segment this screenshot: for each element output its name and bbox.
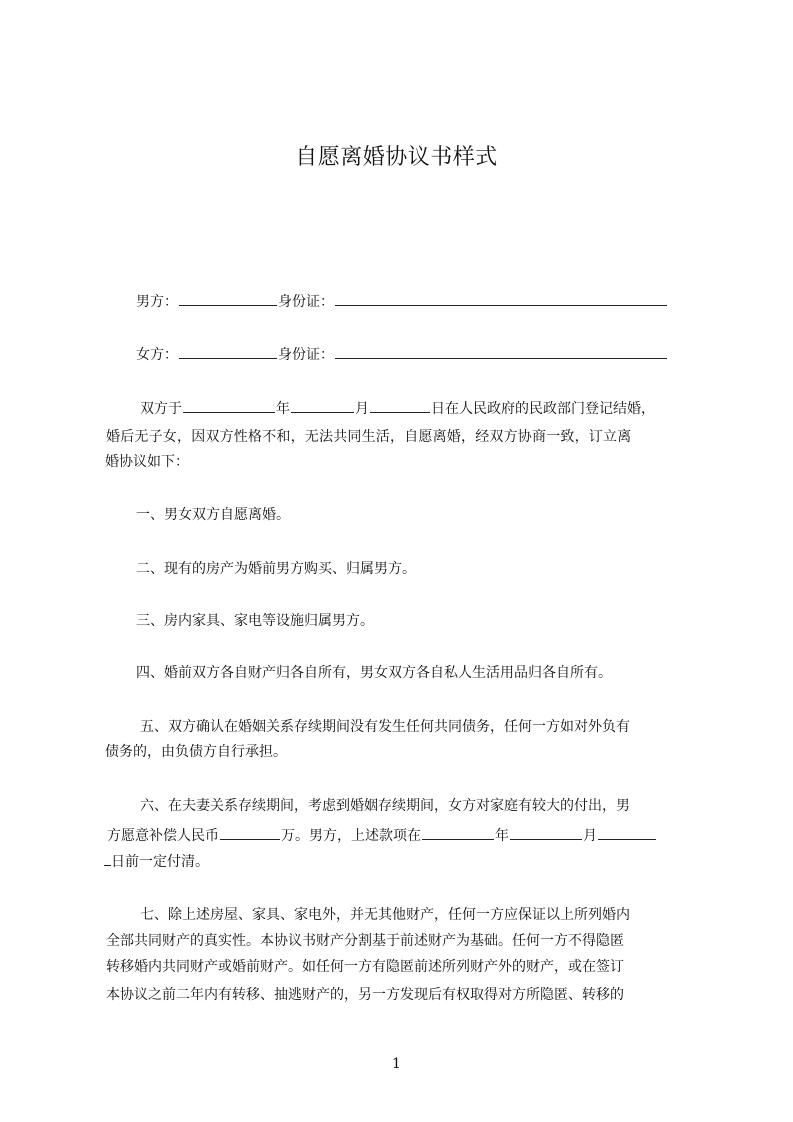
intro-text: 双方于 <box>140 401 182 417</box>
intro-line-1 <box>140 397 740 419</box>
male-id-blank[interactable] <box>335 290 667 306</box>
female-id-label: 身份证： <box>278 347 334 363</box>
compensation-amount-blank[interactable] <box>220 824 280 840</box>
payment-day-blank[interactable] <box>598 824 656 840</box>
document-title: 自愿离婚协议书样式 <box>295 145 498 170</box>
female-party-line <box>136 343 736 365</box>
male-label: 男方： <box>136 294 178 310</box>
male-id-label: 身份证： <box>278 294 334 310</box>
male-name-blank[interactable] <box>179 290 277 306</box>
payment-day-blank-cont[interactable] <box>104 850 111 866</box>
intro-text: 日在人民政府的民政部门登记结婚， <box>431 401 655 417</box>
year-label: 年 <box>495 828 509 844</box>
clause-5-line-1: 五、双方确认在婚姻关系存续期间没有发生任何共同债务，任何一方如对外负有 <box>140 719 630 735</box>
clause-7-line-3: 转移婚内共同财产或婚前财产。如任何一方有隐匿前述所列财产外的财产，或在签订 <box>106 959 624 975</box>
marriage-month-blank[interactable] <box>291 397 354 413</box>
page-number: 1 <box>392 1056 401 1072</box>
clause-3: 三、房内家具、家电等设施归属男方。 <box>136 613 374 629</box>
intro-line-2: 婚后无子女，因双方性格不和，无法共同生活，自愿离婚，经双方协商一致，订立离 <box>106 429 632 445</box>
female-name-blank[interactable] <box>179 343 277 359</box>
clause-text: 方愿意补偿人民币 <box>107 828 219 844</box>
year-label: 年 <box>276 401 290 417</box>
clause-text: 日前一定付清。 <box>111 854 209 870</box>
clause-4: 四、婚前双方各自财产归各自所有，男女双方各自私人生活用品归各自所有。 <box>136 665 612 681</box>
female-label: 女方： <box>136 347 178 363</box>
clause-7-line-1: 七、除上述房屋、家具、家电外，并无其他财产，任何一方应保证以上所列婚内 <box>140 907 630 923</box>
clause-5-line-2: 债务的，由负债方自行承担。 <box>105 744 287 760</box>
clause-1: 一、男女双方自愿离婚。 <box>136 507 290 523</box>
clause-6-line-1: 六、在夫妻关系存续期间，考虑到婚姻存续期间，女方对家庭有较大的付出，男 <box>140 798 630 814</box>
clause-6-line-2 <box>107 824 707 846</box>
female-id-blank[interactable] <box>335 343 667 359</box>
clause-7-line-4: 本协议之前二年内有转移、抽逃财产的，另一方发现后有权取得对方所隐匿、转移的 <box>106 987 624 1003</box>
marriage-year-blank[interactable] <box>183 397 275 413</box>
month-label: 月 <box>583 828 597 844</box>
male-party-line <box>136 290 736 312</box>
marriage-day-blank[interactable] <box>370 397 430 413</box>
payment-year-blank[interactable] <box>422 824 494 840</box>
payment-month-blank[interactable] <box>510 824 582 840</box>
clause-6-line-3 <box>104 850 704 872</box>
clause-2: 二、现有的房产为婚前男方购买、归属男方。 <box>136 561 416 577</box>
clause-7-line-2: 全部共同财产的真实性。本协议书财产分割基于前述财产为基础。任何一方不得隐匿 <box>106 933 624 949</box>
clause-text: 万。男方，上述款项在 <box>281 828 421 844</box>
month-label: 月 <box>355 401 369 417</box>
intro-line-3: 婚协议如下： <box>105 454 189 470</box>
